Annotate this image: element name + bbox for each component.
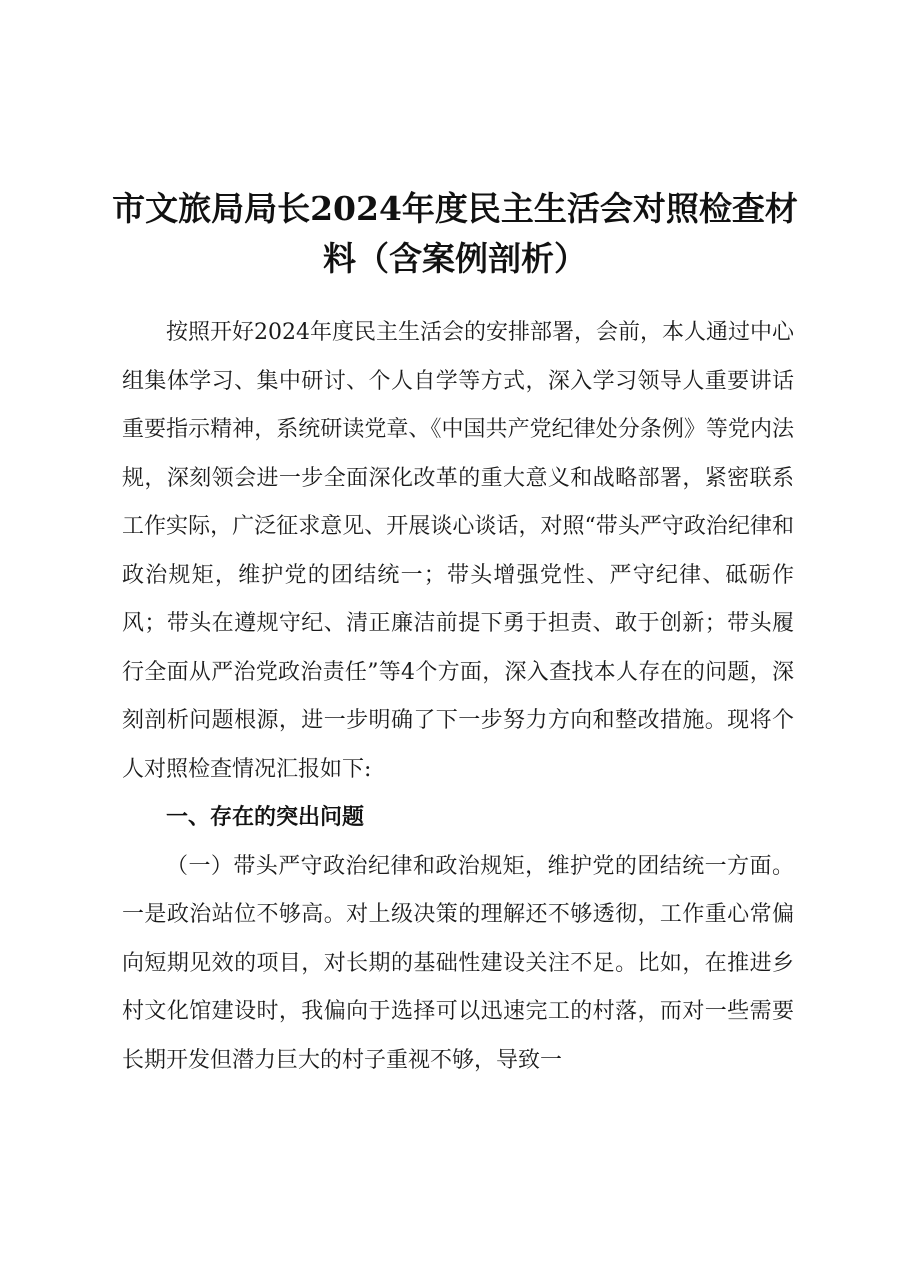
intro-paragraph: 按照开好2024年度民主生活会的安排部署，会前，本人通过中心组集体学习、集中研讨、个人自学等方式，深入学习领导人重要讲话重要指示精神，系统研读党章、《中国共产党纪律处分条例》等党内法规，深刻领会进一步全面深化改革的重大意义和战略部署，紧密联系工作实际，广泛征求意见、开展谈心谈话，对照“带头严守政治纪律和政治规矩，维护党的团结统一；带头增强党性、严守纪律、砥砺作风；带头在遵规守纪、清正廉洁前提下勇于担责、敢于创新；带头履行全面从严治党政治责任”等4个方面，深入查找本人存在的问题，深刻剖析问题根源，进一步明确了下一步努力方向和整改措施。现将个人对照检查情况汇报如下:	[122, 320, 794, 782]
subsection-lead: （一）带头严守政治纪律和政治规矩，维护党的团结统一方面。	[166, 853, 794, 879]
section-heading-problems: 一、存在的突出问题	[166, 805, 365, 830]
document-title: 市文旅局局长2024年度民主生活会对照检查材料（含案例剖析）	[112, 189, 798, 278]
subsection-text: 一是政治站位不够高。对上级决策的理解还不够透彻，工作重心常偏向短期见效的项目，对长期的基础性建设关注不足。比如，在推进乡村文化馆建设时，我偏向于选择可以迅速完工的村落，而对一些需要长期开发但潜力巨大的村子重视不够，导致一	[122, 902, 794, 1073]
subsection-paragraph-1	[122, 843, 794, 1086]
document-body	[122, 309, 794, 1085]
